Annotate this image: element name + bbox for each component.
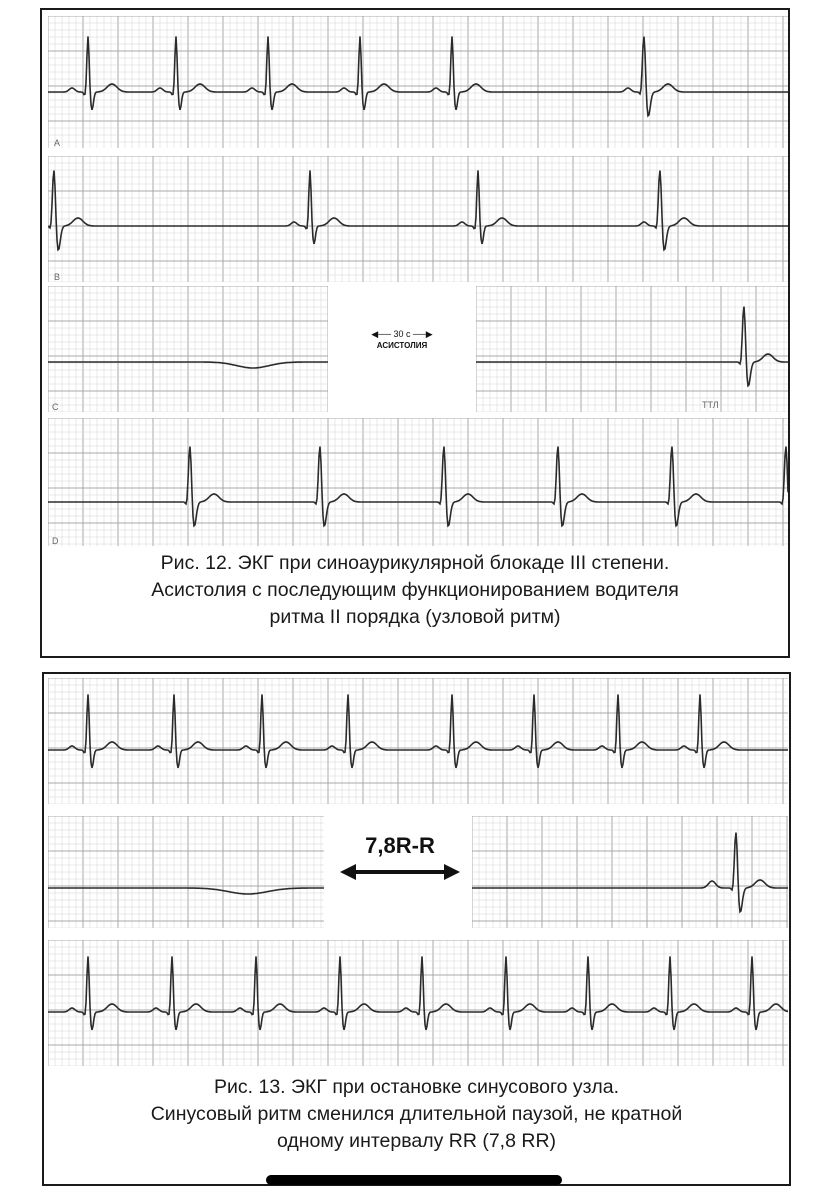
arrow-left-icon: ◀── (371, 329, 391, 339)
figure-12 (40, 8, 790, 658)
ecg-strip-middle-right (472, 816, 788, 928)
ecg-trace-c-right (476, 286, 788, 412)
home-indicator[interactable] (266, 1175, 562, 1185)
ecg-trace-c-left (48, 286, 328, 412)
gap-duration: 30 с (393, 329, 411, 339)
asystole-gap-label (334, 328, 470, 352)
ecg-trace-middle-right (472, 816, 788, 928)
double-arrow-icon (340, 862, 460, 882)
strip-letter-c: C (52, 402, 59, 412)
ecg-strip-c-left (48, 286, 328, 412)
ecg-trace-line (48, 170, 788, 249)
ecg-trace-top (48, 678, 788, 804)
ecg-strip-b (48, 156, 788, 282)
ecg-strip-a (48, 16, 788, 148)
figure-13-caption (44, 1074, 789, 1155)
arrow-right-icon: ──▶ (413, 329, 433, 339)
ecg-trace-line (48, 694, 788, 768)
ecg-trace-line (476, 307, 788, 386)
figure-12-caption (42, 550, 788, 631)
ecg-trace-line (48, 447, 788, 526)
ecg-trace-line (48, 956, 788, 1030)
ecg-strip-bottom (48, 940, 788, 1066)
ecg-strip-d (48, 418, 788, 546)
caption-line: одному интервалу RR (7,8 RR) (276, 1130, 557, 1152)
ecg-strip-middle-left (48, 816, 324, 928)
strip-letter-a: A (54, 138, 61, 148)
figure-13 (42, 672, 791, 1186)
asystole-label: АСИСТОЛИЯ (376, 341, 428, 350)
caption-line: Асистолия с последующим функционированием водителя (151, 579, 679, 601)
strip-letter-d: D (52, 536, 59, 546)
corner-mark: ТТЛ (702, 400, 719, 410)
ecg-trace-middle-left (48, 816, 324, 928)
ecg-trace-line (48, 36, 788, 115)
caption-line: Рис. 13. ЭКГ при остановке синусового узла. (213, 1076, 619, 1098)
pause-label: 7,8R-R (365, 833, 435, 858)
ecg-strip-c-right (476, 286, 788, 412)
ecg-strip-top (48, 678, 788, 804)
caption-line: Рис. 12. ЭКГ при синоаурикулярной блокаде III степени. (160, 552, 670, 574)
pause-gap-label (330, 832, 470, 882)
ecg-trace-a (48, 16, 788, 148)
strip-letter-b: B (54, 272, 61, 282)
ecg-trace-bottom (48, 940, 788, 1066)
ecg-trace-d (48, 418, 788, 546)
caption-line: Синусовый ритм сменился длительной паузой, не кратной (150, 1103, 683, 1125)
ecg-trace-b (48, 156, 788, 282)
caption-line: ритма II порядка (узловой ритм) (269, 606, 561, 628)
